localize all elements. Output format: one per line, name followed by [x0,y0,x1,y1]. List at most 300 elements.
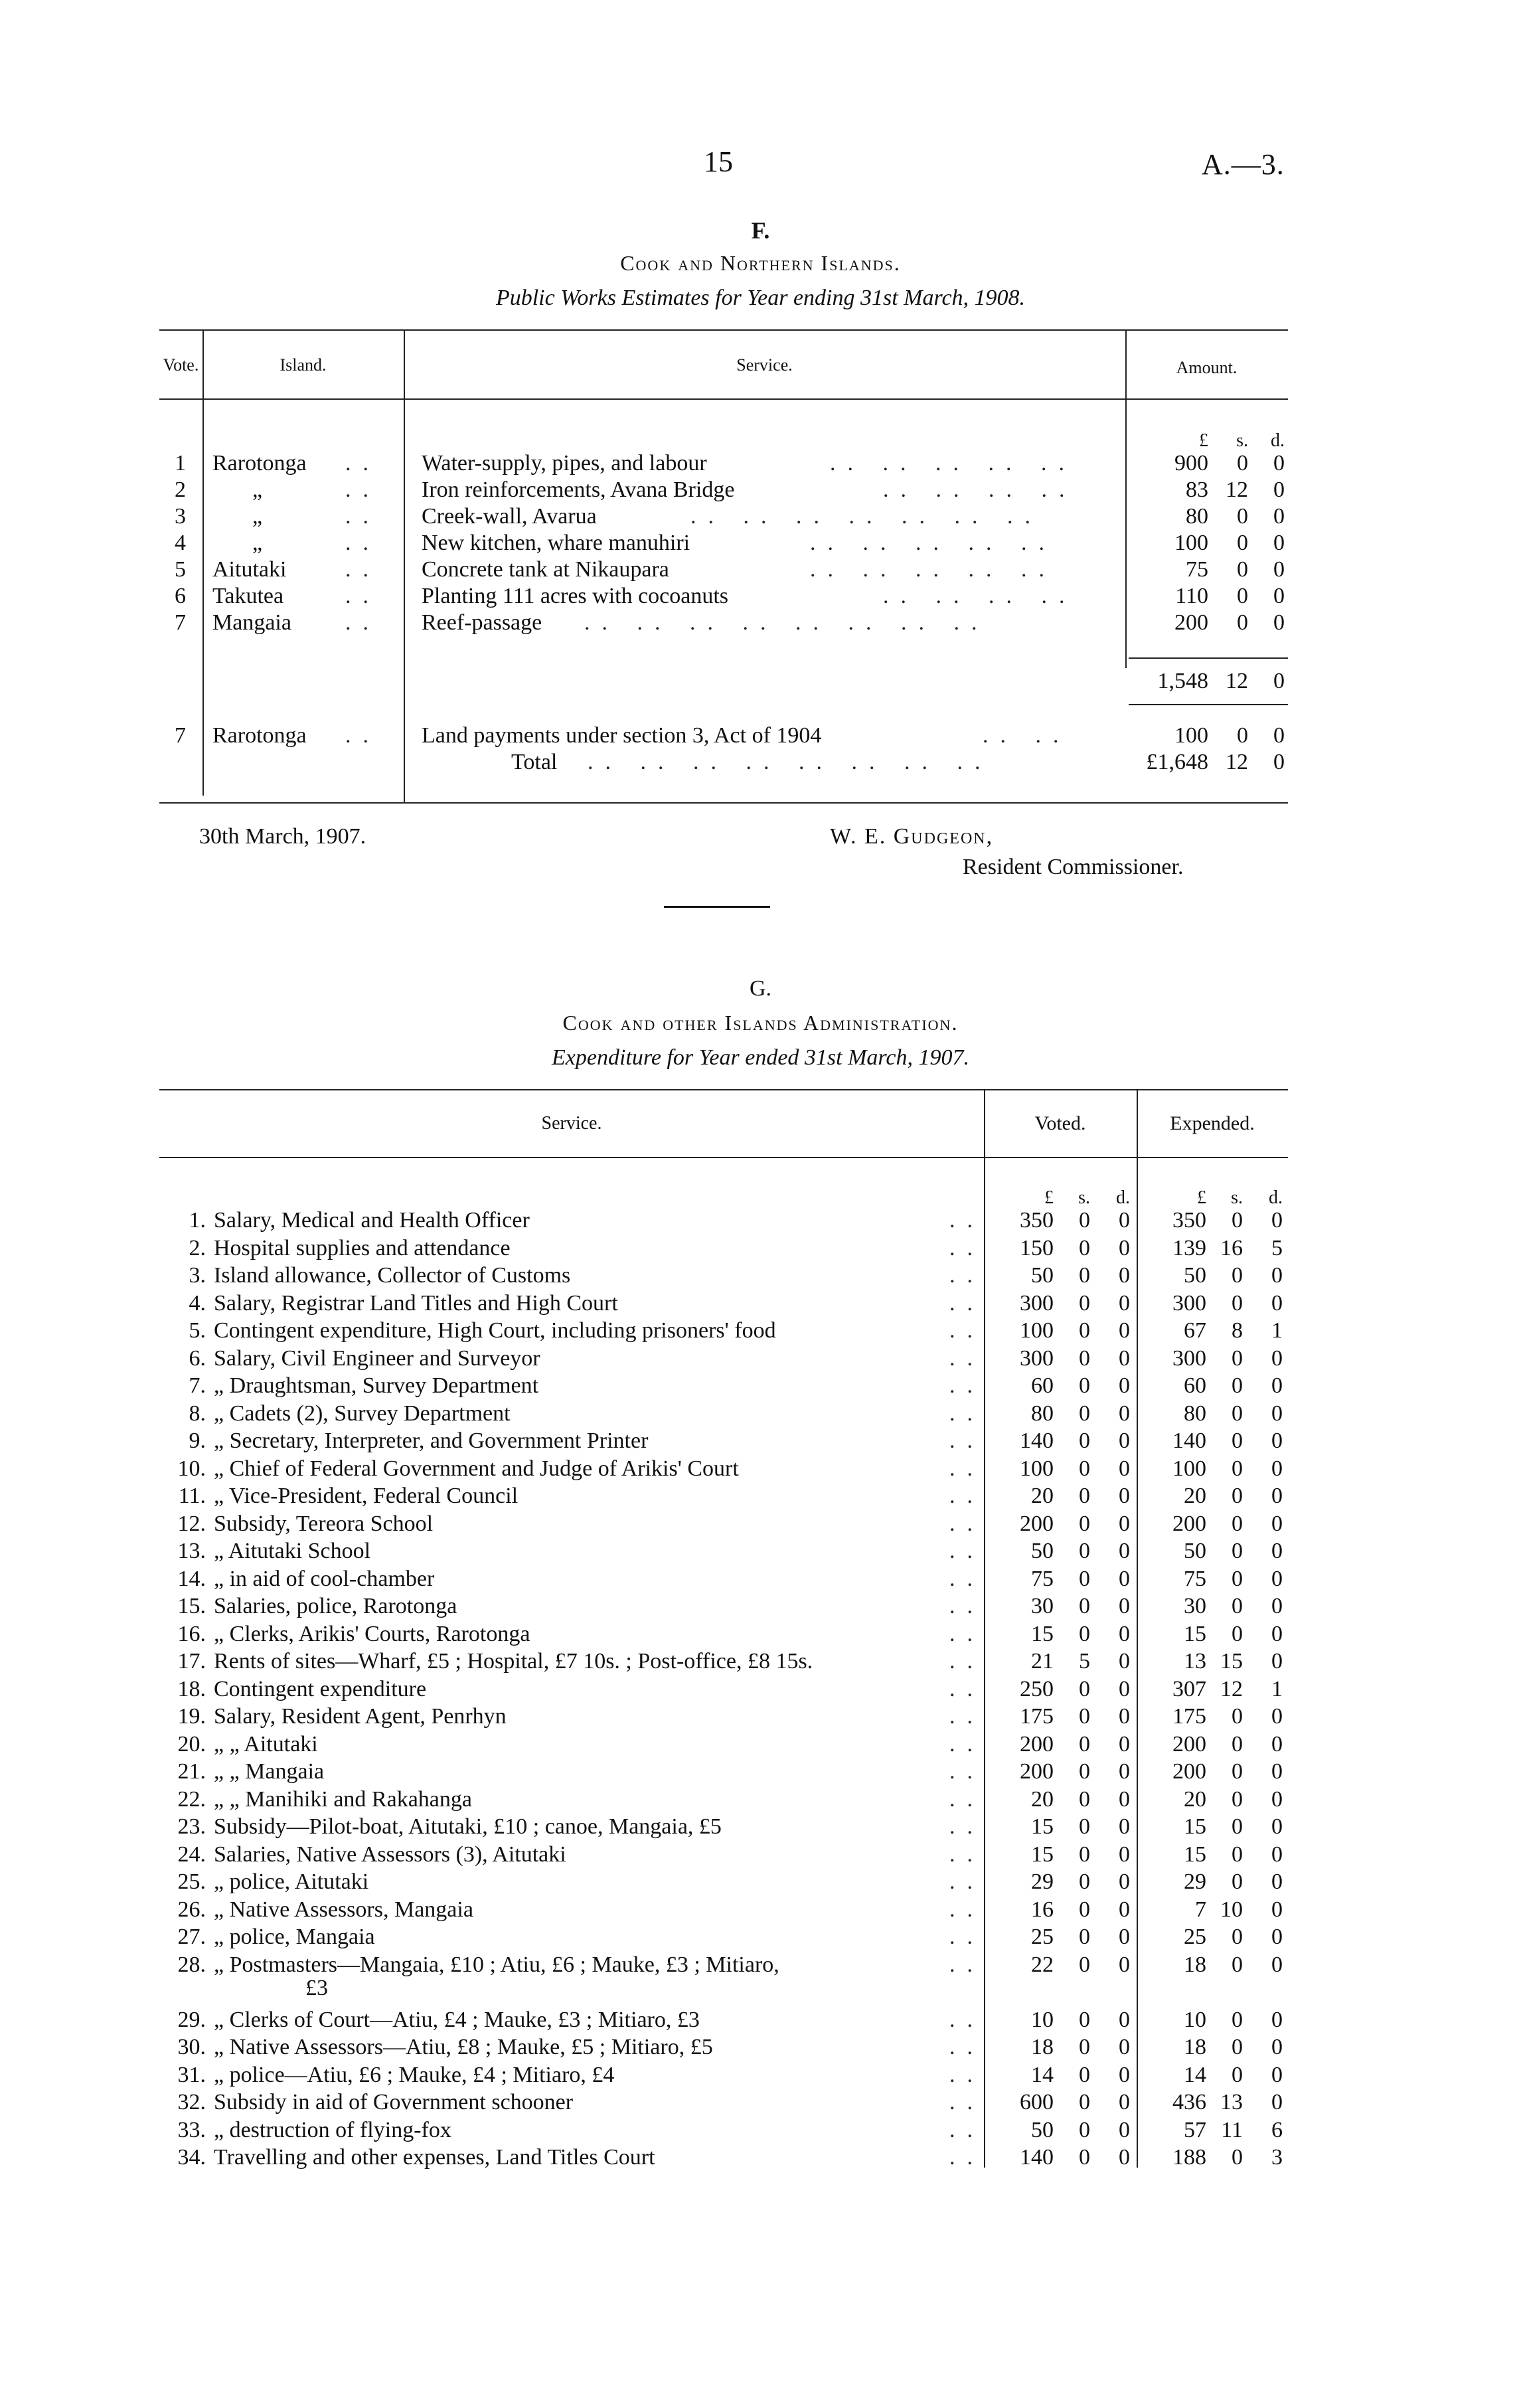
item-number: 19. [177,1704,206,1729]
voted-shillings: 0 [1079,1869,1090,1894]
voted-pence: 0 [1119,2063,1130,2087]
subtotal-rule [1129,657,1288,659]
voted-shillings: 0 [1079,1925,1090,1949]
pence-label: d. [1271,430,1285,451]
table-row: 1 Rarotonga .. Water-supply, pipes, and labour .. .. .. .. .. 900 0 0 [159,450,1288,477]
vote-number: 1 [175,451,186,475]
item-number: 9. [189,1428,206,1453]
item-number: 7. [189,1373,206,1398]
amount-pounds: 100 [1174,723,1208,748]
island-name: Aitutaki [212,557,287,582]
table-row [159,1648,1288,1675]
voted-pounds: 15 [1031,1814,1054,1839]
expended-pence: 5 [1271,1236,1283,1260]
expended-shillings: 0 [1232,1594,1243,1618]
service-description: „ Chief of Federal Government and Judge of Arikis' Court [214,1456,739,1481]
item-number: 4. [189,1291,206,1316]
voted-shillings: 5 [1079,1649,1090,1674]
table-row [159,1262,1288,1289]
expended-pence: 0 [1271,1346,1283,1371]
service-description: Salary, Medical and Health Officer [214,1208,530,1233]
item-number: 3. [189,1263,206,1288]
vote-number: 7 [175,723,186,748]
table-row [159,1511,1288,1537]
table-row [159,2089,1288,2116]
island-name: Rarotonga [212,723,307,748]
voted-pounds: 200 [1020,1732,1054,1757]
voted-shillings: 0 [1079,1567,1090,1591]
voted-shillings: 0 [1079,1622,1090,1646]
amount-pence: 0 [1273,477,1285,502]
expended-shillings: 0 [1232,2145,1243,2170]
voted-pence: 0 [1119,1318,1130,1343]
service-description: Water-supply, pipes, and labour [422,451,707,475]
table-row [159,1318,1288,1344]
leader-dots: .. [949,1649,985,1674]
expended-pounds: 10 [1184,2008,1206,2032]
service-description: „ police—Atiu, £6 ; Mauke, £4 ; Mitiaro, £4 [214,2063,615,2087]
amount-pounds: 80 [1186,504,1208,529]
voted-pounds: 30 [1031,1594,1054,1618]
expended-pounds: 100 [1172,1456,1206,1481]
signatory-title: Resident Commissioner. [963,855,1184,879]
service-description: „ in aid of cool-chamber [214,1567,435,1591]
voted-shillings: 0 [1079,1511,1090,1536]
vote-number: 7 [175,610,186,635]
voted-shillings: 0 [1079,1291,1090,1316]
item-number: 30. [177,2035,206,2059]
expended-pounds: 14 [1184,2063,1206,2087]
service-description: Contingent expenditure [214,1677,427,1701]
expended-pounds: 15 [1184,1622,1206,1646]
expended-pounds: 13 [1184,1649,1206,1674]
service-description: Subsidy, Tereora School [214,1511,434,1536]
table-row [159,1952,1288,1978]
item-number: 32. [177,2090,206,2114]
service-description: Concrete tank at Nikaupara [422,557,669,582]
table-row [159,1869,1288,1895]
voted-pence: 0 [1119,1208,1130,1233]
table-row: 3 „ .. Creek-wall, Avarua .. .. .. .. .. .. .. 80 0 0 [159,503,1288,530]
total-shillings: 12 [1226,750,1248,774]
item-number: 17. [177,1649,206,1674]
item-number: 27. [177,1925,206,1949]
subtotal-bottom-rule [1129,704,1288,705]
leader-dots: .. [949,1732,985,1757]
expended-pounds: 25 [1184,1925,1206,1949]
amount-shillings: 0 [1237,584,1248,608]
voted-pounds: 15 [1031,1842,1054,1867]
expended-pence: 0 [1271,1814,1283,1839]
leader-dots: .. [949,1869,985,1894]
voted-pounds: 15 [1031,1622,1054,1646]
expended-pence: 0 [1271,1952,1283,1977]
expended-shillings: 0 [1232,1346,1243,1371]
voted-shillings: 0 [1079,1346,1090,1371]
expended-shillings: 16 [1220,1236,1243,1260]
expended-pence: 0 [1271,1291,1283,1316]
amount-pence: 0 [1273,504,1285,529]
expended-shillings: 0 [1232,1373,1243,1398]
voted-shillings: 0 [1079,1236,1090,1260]
service-description: Salary, Registrar Land Titles and High Court [214,1291,618,1316]
island-name: „ [252,477,263,502]
voted-pounds: 150 [1020,1236,1054,1260]
service-description: Contingent expenditure, High Court, including prisoners' food [214,1318,776,1343]
expended-pence: 0 [1271,1925,1283,1949]
column-header-island: Island. [280,355,327,375]
item-number: 6. [189,1346,206,1371]
expended-pounds: 307 [1172,1677,1206,1701]
voted-pence: 0 [1119,1925,1130,1949]
island-name: Mangaia [212,610,291,635]
service-description: „ Draughtsman, Survey Department [214,1373,539,1398]
expended-pounds: 50 [1184,1263,1206,1288]
section-g-letter: G. [749,976,772,1001]
expended-pence: 0 [1271,1511,1283,1536]
subtotal-pounds: 1,548 [1157,669,1208,693]
service-description: Salary, Resident Agent, Penrhyn [214,1704,507,1729]
expended-pounds: 18 [1184,2035,1206,2059]
service-description: Iron reinforcements, Avana Bridge [422,477,735,502]
voted-pence: 0 [1119,1236,1130,1260]
table-bottom-rule [159,802,1288,804]
voted-pounds-label: £ [1044,1187,1054,1208]
service-description: „ Clerks of Court—Atiu, £4 ; Mauke, £3 ; Mitiaro, £3 [214,2008,700,2032]
voted-pence: 0 [1119,1787,1130,1812]
service-description: Salary, Civil Engineer and Surveyor [214,1346,540,1371]
pounds-label: £ [1199,430,1208,451]
table-row [159,1566,1288,1592]
expended-pounds: 30 [1184,1594,1206,1618]
column-header-service: Service. [736,355,793,375]
service-description: Travelling and other expenses, Land Titles Court [214,2145,655,2170]
leader-dots: .. [949,1291,985,1316]
voted-pounds: 18 [1031,2035,1054,2059]
expended-shillings: 0 [1232,1263,1243,1288]
amount-pence: 0 [1273,531,1285,555]
voted-pence: 0 [1119,2035,1130,2059]
voted-shillings: 0 [1079,1704,1090,1729]
table-row [159,2007,1288,2033]
table-top-rule [159,329,1288,331]
voted-pounds: 75 [1031,1567,1054,1591]
voted-shillings: 0 [1079,1456,1090,1481]
expended-shillings: 0 [1232,2063,1243,2087]
voted-pence: 0 [1119,1759,1130,1784]
leader-dots: .. [949,1704,985,1729]
leader-dots: .. [949,1236,985,1260]
expended-shillings: 0 [1232,1484,1243,1508]
leader-dots: .. [949,1594,985,1618]
table-row [159,1759,1288,1785]
expended-pounds: 200 [1172,1759,1206,1784]
expended-shillings: 0 [1232,1511,1243,1536]
voted-shillings: 0 [1079,1263,1090,1288]
voted-pence: 0 [1119,1649,1130,1674]
voted-shillings-label: s. [1078,1187,1090,1208]
voted-pence: 0 [1119,1456,1130,1481]
leader-dots: .. [949,1787,985,1812]
table-row [159,1897,1288,1923]
service-description: „ Aitutaki School [214,1539,371,1563]
table-row [159,1483,1288,1509]
voted-pence: 0 [1119,1897,1130,1922]
voted-pounds: 20 [1031,1484,1054,1508]
leader-dots: .. [949,1567,985,1591]
leader-dots: .. [949,1622,985,1646]
amount-pounds: 110 [1175,584,1208,608]
item-number: 20. [177,1732,206,1757]
leader-dots: .. [949,2090,985,2114]
voted-shillings: 0 [1079,1732,1090,1757]
total-label: Total [511,750,558,774]
expended-pence: 0 [1271,1539,1283,1563]
expended-pounds: 7 [1195,1897,1206,1922]
voted-pounds: 250 [1020,1677,1054,1701]
expended-shillings: 0 [1232,1567,1243,1591]
amount-pounds: 100 [1174,531,1208,555]
amount-pence: 0 [1273,610,1285,635]
expended-pounds: 140 [1172,1428,1206,1453]
expended-pence: 0 [1271,1704,1283,1729]
expended-pounds: 20 [1184,1484,1206,1508]
expended-shillings: 0 [1232,1759,1243,1784]
expended-pence: 0 [1271,1263,1283,1288]
voted-pence: 0 [1119,1484,1130,1508]
header-bottom-rule [159,398,1288,400]
service-description: Reef-passage [422,610,542,635]
service-description: Creek-wall, Avarua [422,504,597,529]
leader-dots: .. [949,1925,985,1949]
expended-shillings: 10 [1220,1897,1243,1922]
vote-number: 2 [175,477,186,502]
voted-shillings: 0 [1079,1594,1090,1618]
item-number: 33. [177,2118,206,2142]
table-row [159,1538,1288,1565]
island-name: „ [252,504,263,529]
item-number: 5. [189,1318,206,1343]
table-row [159,1786,1288,1813]
expended-pence: 0 [1271,2008,1283,2032]
expended-pounds: 20 [1184,1787,1206,1812]
column-header-service: Service. [541,1113,602,1134]
voted-shillings: 0 [1079,1318,1090,1343]
expended-shillings: 11 [1221,2118,1243,2142]
item-number: 16. [177,1622,206,1646]
expended-pounds: 200 [1172,1732,1206,1757]
voted-pence: 0 [1119,1263,1130,1288]
item-number: 29. [177,2008,206,2032]
voted-shillings: 0 [1079,2090,1090,2114]
signature-date: 30th March, 1907. [199,824,366,849]
leader-dots: .. [949,1814,985,1839]
item-number: 10. [177,1456,206,1481]
subtotal-row [159,668,1288,695]
expended-shillings: 0 [1232,1925,1243,1949]
table-row [159,1345,1288,1372]
service-description: Salaries, police, Rarotonga [214,1594,457,1618]
expended-pounds: 300 [1172,1346,1206,1371]
amount-pence: 0 [1273,557,1285,582]
voted-pence: 0 [1119,1704,1130,1729]
service-description: Rents of sites—Wharf, £5 ; Hospital, £7 10s. ; Post-office, £8 15s. [214,1649,813,1674]
vote-number: 3 [175,504,186,529]
table-row [159,1731,1288,1758]
service-description: „ „ Aitutaki [214,1732,318,1757]
section-f-letter: F. [751,217,770,244]
subtotal-shillings: 12 [1226,669,1248,693]
voted-pounds: 140 [1020,2145,1054,2170]
page-number: 15 [704,145,733,178]
amount-shillings: 0 [1237,723,1248,748]
service-description: Planting 111 acres with cocoanuts [422,584,729,608]
amount-shillings: 0 [1237,610,1248,635]
expended-shillings: 15 [1220,1649,1243,1674]
service-description: Land payments under section 3, Act of 1904 [422,723,822,748]
amount-shillings: 0 [1237,451,1248,475]
item-number: 34. [177,2145,206,2170]
voted-pounds: 175 [1020,1704,1054,1729]
voted-shillings: 0 [1079,1842,1090,1867]
table-row [159,1235,1288,1262]
voted-shillings: 0 [1079,2008,1090,2032]
item-number: 13. [177,1539,206,1563]
voted-pounds: 10 [1031,2008,1054,2032]
voted-shillings: 0 [1079,1759,1090,1784]
table-row [159,1676,1288,1703]
expended-pounds: 188 [1172,2145,1206,2170]
voted-shillings: 0 [1079,1952,1090,1977]
voted-shillings: 0 [1079,1814,1090,1839]
table-row: 2 „ .. Iron reinforcements, Avana Bridge .. .. .. .. 83 12 0 [159,477,1288,503]
column-header-vote: Vote. [163,355,199,375]
header-bottom-rule [159,1157,1288,1158]
expended-pounds: 350 [1172,1208,1206,1233]
expended-pounds: 15 [1184,1814,1206,1839]
table-row [159,1621,1288,1648]
expended-shillings: 0 [1232,1869,1243,1894]
leader-dots: .. [949,1511,985,1536]
expended-shillings: 0 [1232,1539,1243,1563]
voted-pounds: 100 [1020,1456,1054,1481]
leader-dots: .. [949,1677,985,1701]
expended-shillings: 0 [1232,1622,1243,1646]
expended-pounds: 300 [1172,1291,1206,1316]
expended-pence: 0 [1271,1842,1283,1867]
voted-pounds: 300 [1020,1346,1054,1371]
item-number: 15. [177,1594,206,1618]
expended-pence: 0 [1271,1787,1283,1812]
voted-pounds: 60 [1031,1373,1054,1398]
leader-dots: .. [949,1208,985,1233]
voted-pence: 0 [1119,1428,1130,1453]
voted-pence: 0 [1119,1677,1130,1701]
voted-shillings: 0 [1079,1897,1090,1922]
voted-pence: 0 [1119,1291,1130,1316]
service-description: „ Secretary, Interpreter, and Government Printer [214,1428,649,1453]
voted-pence: 0 [1119,2090,1130,2114]
expended-shillings: 0 [1232,1456,1243,1481]
section-f-subtitle: Public Works Estimates for Year ending 31st March, 1908. [495,286,1026,310]
table-row [159,2144,1288,2171]
table-row [159,1401,1288,1427]
island-name: Rarotonga [212,451,307,475]
table-row [159,1842,1288,1868]
expended-pence: 0 [1271,1649,1283,1674]
item-number: 2. [189,1236,206,1260]
service-description: Subsidy in aid of Government schooner [214,2090,574,2114]
item-number: 24. [177,1842,206,1867]
table-row [159,1207,1288,1234]
service-description: „ Native Assessors, Mangaia [214,1897,473,1922]
service-description: „ Native Assessors—Atiu, £8 ; Mauke, £5 ; Mitiaro, £5 [214,2035,713,2059]
amount-pounds: 900 [1174,451,1208,475]
voted-pounds: 50 [1031,1539,1054,1563]
expended-pence: 0 [1271,1567,1283,1591]
vote-number: 5 [175,557,186,582]
item-number: 11. [178,1484,206,1508]
service-description: „ Clerks, Arikis' Courts, Rarotonga [214,1622,530,1646]
table-top-rule [159,1089,1288,1090]
voted-pounds: 21 [1031,1649,1054,1674]
voted-pence: 0 [1119,1814,1130,1839]
voted-pounds: 80 [1031,1401,1054,1426]
leader-dots: .. [949,1759,985,1784]
voted-pounds: 22 [1031,1952,1054,1977]
island-name: „ [252,531,263,555]
section-f-title: Cook and Northern Islands. [620,251,901,275]
total-row: Total .. .. .. .. .. .. .. .. £1,648 12 0 [511,750,1285,774]
amount-shillings: 0 [1237,504,1248,529]
expended-pounds: 75 [1184,1567,1206,1591]
service-description: „ police, Aitutaki [214,1869,369,1894]
island-name: Takutea [212,584,284,608]
expended-pounds-label: £ [1197,1187,1206,1208]
voted-pence: 0 [1119,2008,1130,2032]
voted-pence: 0 [1119,1539,1130,1563]
expended-pence: 0 [1271,2035,1283,2059]
item-number: 22. [177,1787,206,1812]
expended-pence: 0 [1271,1594,1283,1618]
voted-pounds: 25 [1031,1925,1054,1949]
service-description: „ Cadets (2), Survey Department [214,1401,511,1426]
voted-shillings: 0 [1079,1428,1090,1453]
voted-pence: 0 [1119,1594,1130,1618]
shillings-label: s. [1236,430,1248,451]
vote-number: 4 [175,531,186,555]
item-number: 25. [177,1869,206,1894]
voted-shillings: 0 [1079,2145,1090,2170]
expended-pence-label: d. [1269,1187,1283,1208]
item-number: 21. [177,1759,206,1784]
vote-number: 6 [175,584,186,608]
table-row [159,1703,1288,1730]
table-row [159,1428,1288,1454]
table-row [159,1814,1288,1840]
service-description: „ Vice-President, Federal Council [214,1484,519,1508]
expended-shillings: 0 [1232,1428,1243,1453]
voted-pence: 0 [1119,2145,1130,2170]
service-description: „ „ Manihiki and Rakahanga [214,1787,472,1812]
voted-pence: 0 [1119,1952,1130,1977]
leader-dots: .. [949,1456,985,1481]
table-row [159,1456,1288,1482]
expended-pence: 0 [1271,2090,1283,2114]
section-g-subtitle: Expenditure for Year ended 31st March, 1907. [552,1045,969,1070]
voted-shillings: 0 [1079,2118,1090,2142]
expended-pounds: 175 [1172,1704,1206,1729]
